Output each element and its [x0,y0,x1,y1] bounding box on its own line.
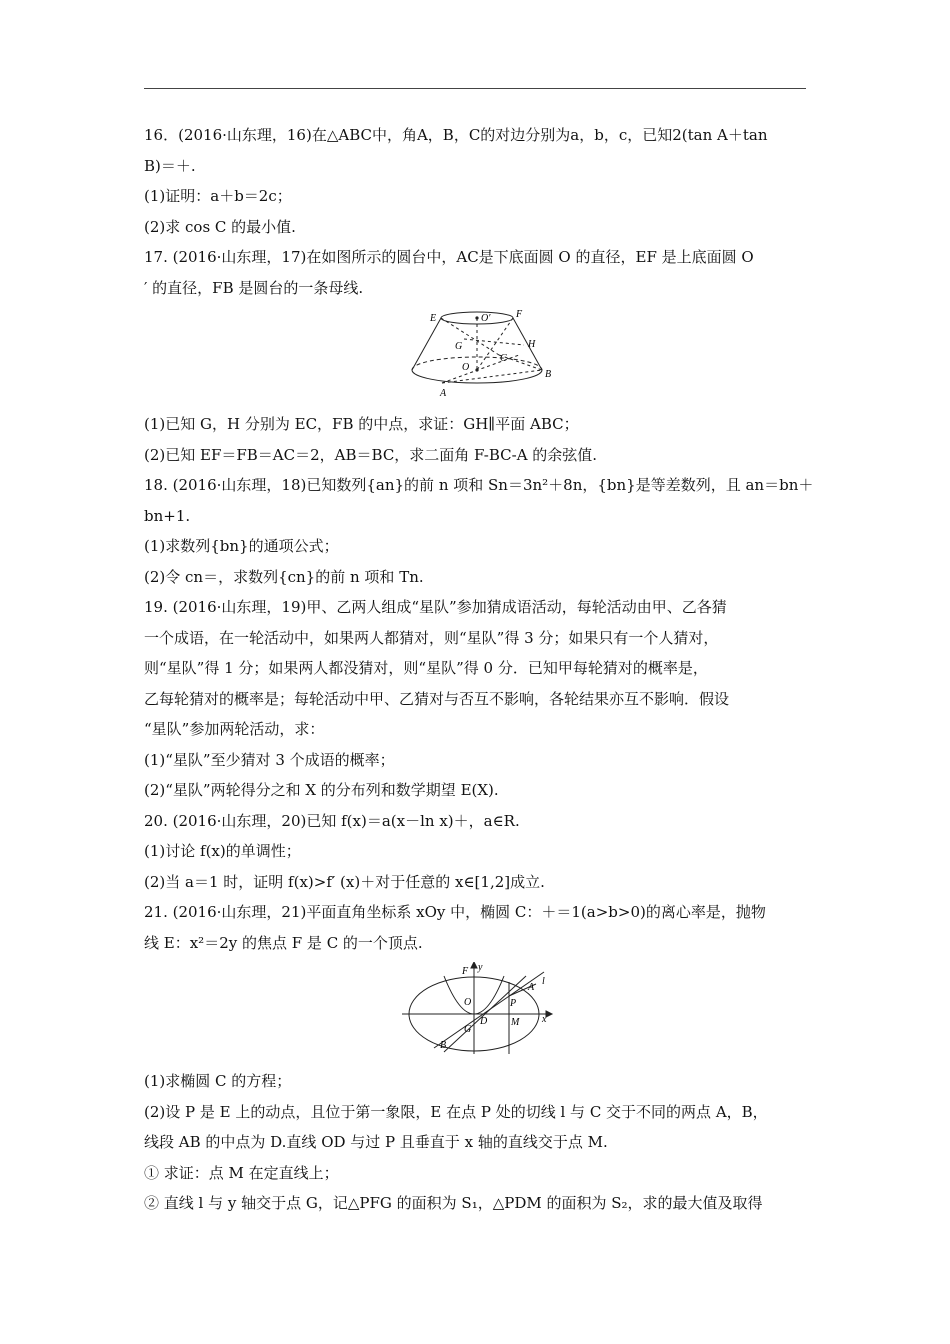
fig21-label-D: D [480,1016,488,1027]
problem-19-part-1: (1)“星队”至少猜对 3 个成语的概率； [144,750,395,769]
problem-17-part-1: (1)已知 G，H 分别为 EC，FB 的中点，求证：GH∥平面 ABC； [144,415,579,433]
problem-19-line-4: 乙每轮猜对的概率是；每轮活动中甲、乙猜对与否互不影响，各轮结果亦互不影响．假设 [144,689,730,708]
fig17-label-O: O [462,362,470,373]
problem-16 [144,120,808,242]
header-rule [144,88,806,89]
problem-21-line-2: 线 E：x²＝2y 的焦点 F 是 C 的一个顶点. [144,933,423,952]
problem-18-line-2: bn+1. [144,506,191,525]
fig17-label-A: A [440,388,447,399]
problem-21 [144,897,808,1219]
frustum-figure [144,307,808,407]
problem-18-line-1: 18. (2016·山东理，18)已知数列{an}的前 n 项和 Sn＝3n²＋8n，{bn}是等差数列，且 an＝bn＋ [144,476,814,494]
fig21-label-G: G [464,1024,472,1035]
problem-21-subpart-1: ① 求证：点 M 在定直线上； [144,1163,339,1182]
problem-19-line-5: “星队”参加两轮活动，求： [144,720,325,738]
problem-17 [144,242,808,470]
ellipse-figure [144,962,808,1064]
fig21-label-M: M [511,1017,520,1028]
problem-18-part-2: (2)令 cn＝，求数列{cn}的前 n 项和 Tn. [144,567,424,586]
fig17-label-F: F [516,309,523,320]
fig17-label-C: C [500,353,507,364]
fig21-label-A: A [528,982,535,993]
problem-16-line-2: B)＝＋. [144,156,196,175]
problem-16-part-2: (2)求 cos C 的最小值. [144,217,296,236]
fig17-label-G: G [455,341,463,352]
problem-19-line-3: 则“星队”得 1 分；如果两人都没猜对，则“星队”得 0 分．已知甲每轮猜对的概率是， [144,659,708,677]
problem-16-line-1: 16．(2016·山东理，16)在△ABC中，角A，B，C的对边分别为a，b，c，已知2(tan A＋tan [144,126,768,144]
fig21-label-y: y [478,962,483,973]
problem-18 [144,470,814,592]
fig21-label-O: O [464,997,472,1008]
problem-19 [144,592,808,806]
problem-21-line-1: 21. (2016·山东理，21)平面直角坐标系 xOy 中，椭圆 C：＋＝1(a>b>0)的离心率是，抛物 [144,903,766,921]
document-body [144,120,814,1219]
fig21-label-F: F [462,966,469,977]
fig17-label-B: B [545,369,552,380]
frustum-diagram [144,307,808,407]
problem-20-line-1: 20. (2016·山东理，20)已知 f(x)＝a(x－ln x)＋，a∈R. [144,811,520,830]
problem-19-line-2: 一个成语，在一轮活动中，如果两人都猜对，则“星队”得 3 分；如果只有一个人猜对， [144,628,719,647]
fig21-label-x: x [542,1014,547,1025]
problem-21-subpart-2: ② 直线 l 与 y 轴交于点 G，记△PFG 的面积为 S₁，△PDM 的面积为 S₂，求的最大值及取得 [144,1194,763,1212]
problem-20-part-2: (2)当 a＝1 时，证明 f(x)>f′ (x)＋对于任意的 x∈[1,2]成立. [144,872,545,891]
problem-16-part-1: (1)证明：a＋b＝2c； [144,187,292,205]
problem-17-line-1: 17. (2016·山东理，17)在如图所示的圆台中，AC是下底面圆 O 的直径，EF 是上底面圆 O [144,248,754,266]
problem-17-line-2: ′ 的直径，FB 是圆台的一条母线. [144,278,364,297]
fig21-label-B: B [440,1040,447,1051]
problem-18-part-1: (1)求数列{bn}的通项公式； [144,537,339,555]
fig17-label-E: E [430,313,437,324]
fig17-label-H: H [528,339,536,350]
problem-19-part-2: (2)“星队”两轮得分之和 X 的分布列和数学期望 E(X). [144,781,499,799]
fig17-label-O-prime: O′ [481,313,491,324]
problem-20 [144,806,808,898]
problem-21-part-1: (1)求椭圆 C 的方程； [144,1072,292,1090]
problem-21-part-2: (2)设 P 是 E 上的动点，且位于第一象限，E 在点 P 处的切线 l 与 C 交于不同的两点 A，B， [144,1102,768,1121]
problem-20-part-1: (1)讨论 f(x)的单调性； [144,842,301,860]
problem-19-line-1: 19. (2016·山东理，19)甲、乙两人组成“星队”参加猜成语活动，每轮活动由甲、乙各猜 [144,598,727,616]
fig21-label-l: l [542,976,545,987]
problem-21-part-2-cont: 线段 AB 的中点为 D.直线 OD 与过 P 且垂直于 x 轴的直线交于点 M. [144,1133,608,1151]
fig21-label-P: P [510,998,517,1009]
problem-17-part-2: (2)已知 EF＝FB＝AC＝2，AB＝BC，求二面角 F-BC-A 的余弦值. [144,445,598,464]
ellipse-diagram [144,962,808,1064]
